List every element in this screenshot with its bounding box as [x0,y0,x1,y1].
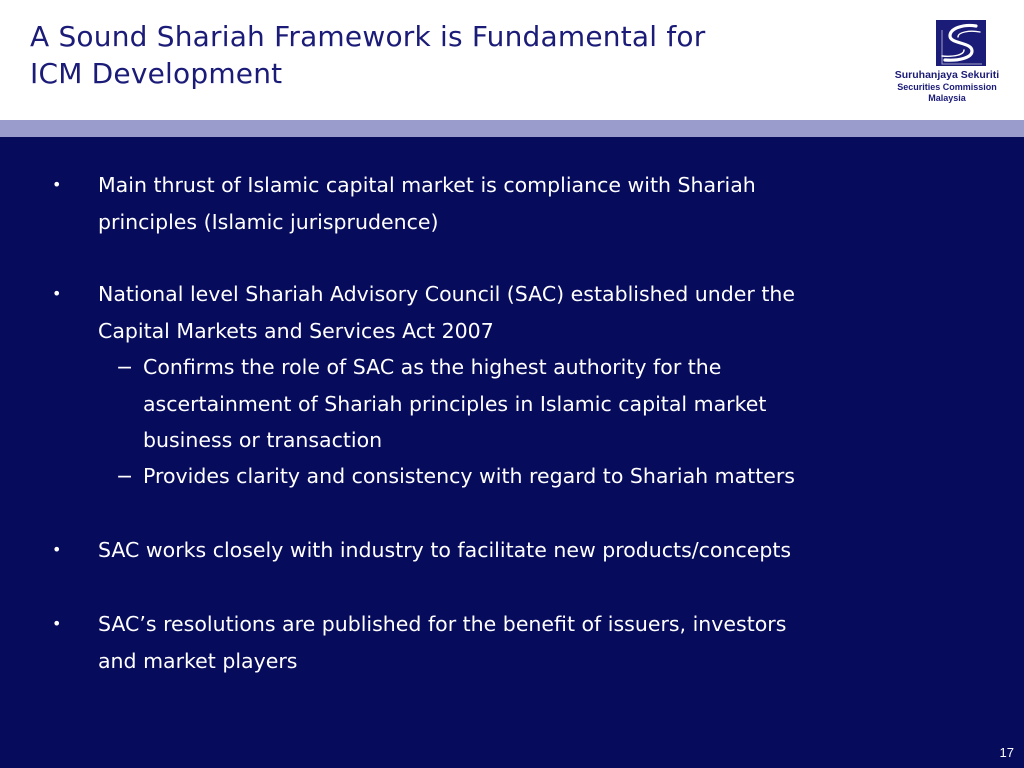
sub-bullet-text-line: ascertainment of Shariah principles in Islamic capital market [143,391,767,416]
slide-title [30,18,870,92]
slide-title-line: A Sound Shariah Framework is Fundamental for [30,20,706,53]
page-number: 17 [999,745,1014,760]
bullet-marker: • [52,175,62,194]
sub-bullet-text-line: business or transaction [143,428,383,452]
sub-bullet-marker: − [116,464,134,488]
logo-text [880,69,1014,104]
sub-bullet-marker: − [116,355,134,379]
bullet-text [98,606,958,679]
bullet-marker: • [52,284,62,303]
bullet-text-line: and market players [98,648,298,673]
slide-header [0,0,1024,120]
bullet-text-line: National level Shariah Advisory Council (SAC) established under the [98,282,795,306]
logo-name-malay: Suruhanjaya Sekuriti [894,69,1000,81]
slide-content [0,137,1024,768]
header-divider-band [0,120,1024,137]
bullet-text-line: Main thrust of Islamic capital market is compliance with Shariah [98,173,756,197]
sub-bullet-text [143,458,963,495]
securities-commission-logo [880,20,1014,116]
bullet-text-line: SAC’s resolutions are published for the benefit of issuers, investors [98,612,787,636]
logo-country: Malaysia [928,93,966,103]
sc-swirl-logo-icon [936,20,986,66]
bullet-text [98,276,958,349]
bullet-marker: • [52,614,62,633]
bullet-text [98,167,958,240]
sub-bullet-text-line: Provides clarity and consistency with regard to Shariah matters [143,464,795,488]
bullet-text-line: Capital Markets and Services Act 2007 [98,318,494,343]
logo-name-english: Securities Commission [897,82,997,92]
slide-title-line: ICM Development [30,57,283,90]
bullet-text [98,532,958,569]
sub-bullet-text-line: Confirms the role of SAC as the highest authority for the [143,355,722,379]
bullet-text-line: SAC works closely with industry to facilitate new products/concepts [98,538,792,562]
bullet-text-line: principles (Islamic jurisprudence) [98,209,439,234]
sub-bullet-text [143,349,963,459]
bullet-marker: • [52,540,62,559]
